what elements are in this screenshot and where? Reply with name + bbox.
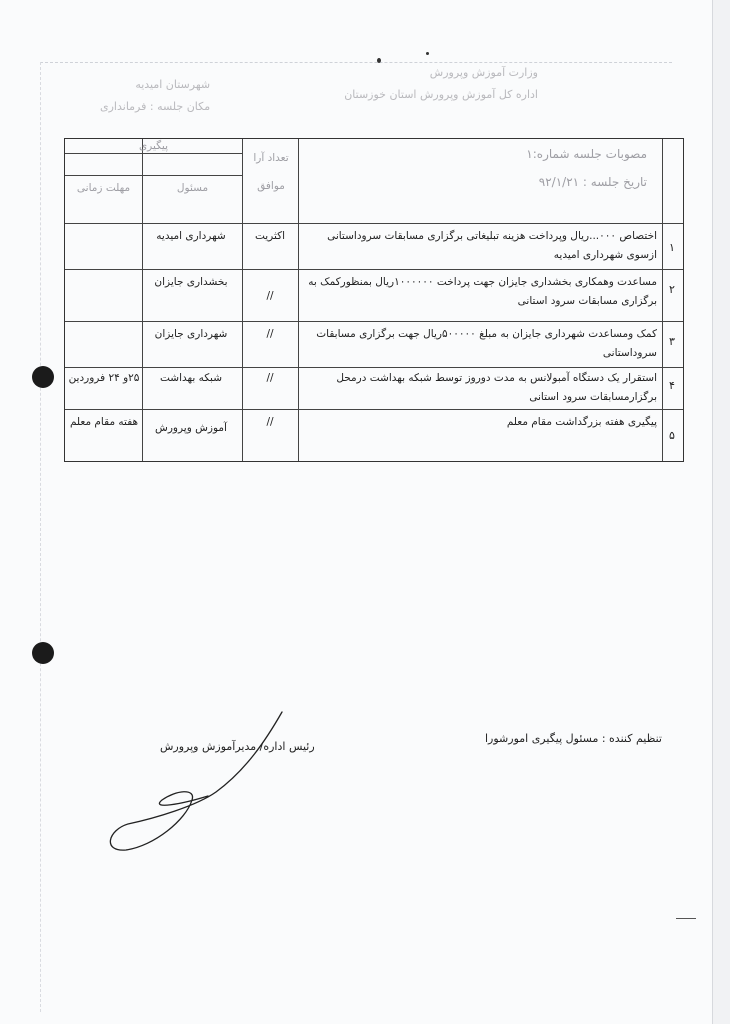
row-divider (65, 223, 683, 224)
followup-sub-line (65, 175, 242, 176)
row-number: ۴ (669, 379, 675, 392)
row-divider (65, 321, 683, 322)
row-number: ۲ (669, 283, 675, 296)
responsible-value: شهرداری امیدیه (156, 230, 226, 242)
row-number: ۱ (669, 241, 675, 254)
resolution-text: اختصاص ۰۰۰...ریال وپرداخت هزینه تبلیغاتی برگزاری مسابقات سروداستانی ازسوی شهرداری امیدیه (327, 230, 657, 261)
votes-value: // (266, 290, 274, 302)
col-divider (298, 139, 299, 461)
chief-title: رئیس اداره/ مدیرآموزش وپرورش (160, 740, 315, 753)
faint-left-border (40, 62, 41, 1012)
responsible-header: مسئول (176, 182, 209, 194)
ministry-name: وزارت آموزش وپرورش (429, 66, 538, 79)
col-divider (662, 139, 663, 461)
deadline-value: هفته مقام معلم (69, 416, 139, 428)
resolution-text: کمک ومساعدت شهرداری جایزان به مبلغ ۵۰۰۰۰۰ریال جهت برگزاری مسابقات سروداستانی (316, 328, 657, 359)
deadline-header: مهلت زمانی (76, 182, 131, 194)
speck (426, 52, 429, 55)
row-divider (65, 269, 683, 270)
followup-header: پیگیری (138, 140, 169, 152)
row-number: ۳ (669, 335, 675, 348)
votes-value: اکثریت (254, 230, 286, 242)
resolution-text: استقرار یک دستگاه آمبولانس به مدت دوروز توسط شبکه بهداشت درمحل برگزارمسابقات سرود استانی (336, 372, 657, 403)
row-divider (65, 367, 683, 368)
letterhead-right (344, 62, 538, 106)
responsible-value: شهرداری جایزان (154, 328, 228, 340)
responsible-value: بخشداری جایزان (154, 276, 228, 288)
votes-header: تعداد آرا (253, 152, 289, 164)
row-number: ۵ (669, 429, 675, 442)
city-name: شهرستان امیدیه (135, 78, 211, 91)
votes-subheader: موافق (257, 180, 285, 192)
votes-value: // (266, 328, 274, 340)
signature-mark (96, 700, 296, 860)
page-edge (712, 0, 730, 1024)
table-title: مصوبات جلسه شماره:۱ (526, 147, 647, 161)
responsible-value: آموزش وپرورش (155, 422, 227, 434)
votes-value: // (266, 416, 274, 428)
letterhead-left (100, 74, 210, 118)
resolutions-table (64, 138, 684, 462)
margin-mark (676, 918, 696, 919)
votes-value: // (266, 372, 274, 384)
directorate-name: اداره کل آموزش وپرورش استان خوزستان (344, 88, 538, 101)
resolution-text: مساعدت وهمکاری بخشداری جایزان جهت پرداخت ۱۰۰۰۰۰۰ریال بمنظورکمک به برگزاری مسابقات سرود استانی (308, 276, 657, 307)
meeting-place: مکان جلسه : فرمانداری (100, 100, 211, 113)
row-divider (65, 409, 683, 410)
organizer-label: تنظیم کننده : مسئول پیگیری امورشورا (484, 732, 662, 745)
responsible-value: شبکه بهداشت (159, 372, 223, 384)
punch-hole (32, 642, 54, 664)
punch-hole (32, 366, 54, 388)
meeting-date: تاریخ جلسه : ۹۲/۱/۲۱ (538, 175, 647, 189)
resolution-text: پیگیری هفته بزرگداشت مقام معلم (506, 416, 657, 428)
deadline-value: ۲۵و ۲۴ فروردین (68, 372, 140, 384)
